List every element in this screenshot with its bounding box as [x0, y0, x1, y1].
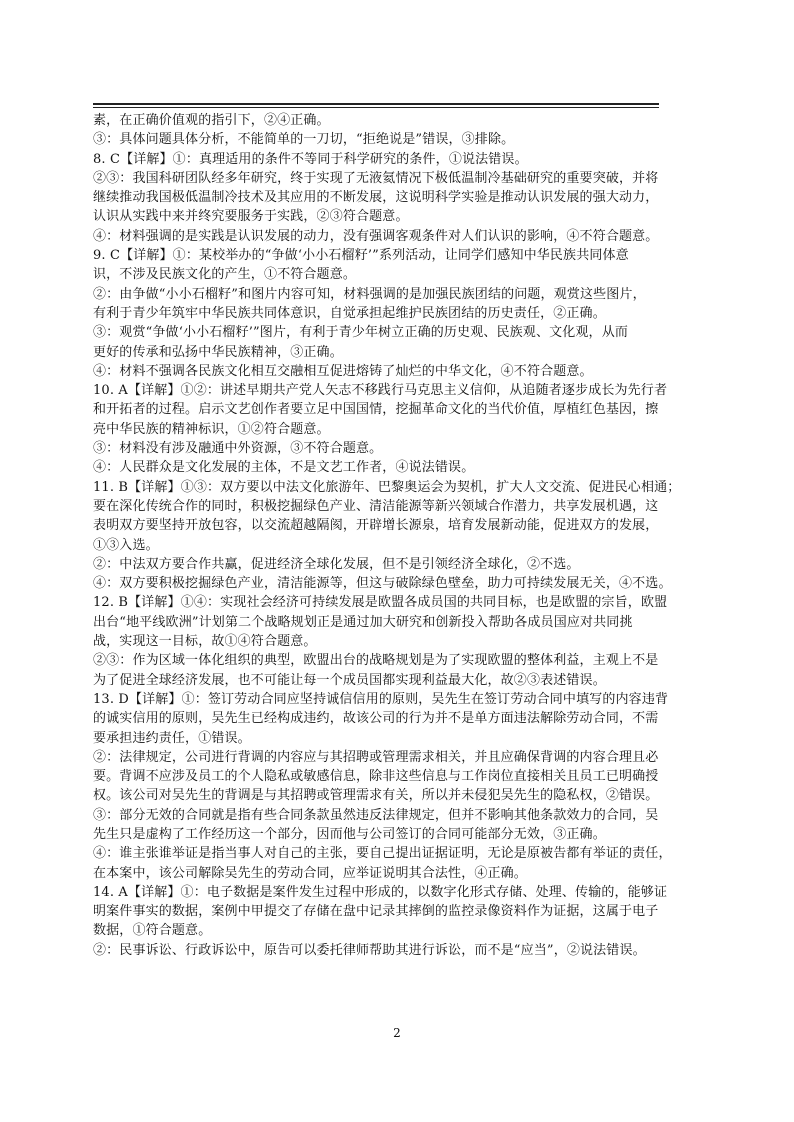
text-line: 先生只是虚构了工作经历这一个部分，因而他与公司签订的合同可能部分无效，③正确。 [93, 826, 606, 842]
header-rule-thick [93, 103, 659, 105]
text-line: ④：谁主张谁举证是指当事人对自己的主张，要自己提出证据证明，无论是原被告都有举证的责任， [93, 846, 672, 862]
text-line: 素，在正确价值观的指引下，②④正确。 [93, 113, 330, 128]
text-line: 11. B【详解】①③：双方要以中法文化旅游年、巴黎奥运会为契机，扩大人文交流、促进民心相通； [93, 479, 681, 495]
text-line: ③：部分无效的合同就是指有些合同条款虽然违反法律规定，但并不影响其他条款效力的合同，吴 [93, 807, 659, 823]
text-line: 更好的传承和弘扬中华民族精神，③正确。 [93, 344, 343, 360]
text-line: 和开拓者的过程。启示文艺创作者要立足中国国情，挖掘革命文化的当代价值，厚植红色基因，擦 [93, 402, 659, 418]
header-rule-thin [93, 107, 659, 108]
text-line: 亮中华民族的精神标识，①②符合题意。 [93, 421, 330, 437]
text-line: ④：材料不强调各民族文化相互交融相互促进熔铸了灿烂的中华文化，④不符合题意。 [93, 363, 593, 379]
text-line: ④：双方要积极挖掘绿色产业，清洁能源等，但这与破除绿色壁垒，助力可持续发展无关，④不选。 [93, 576, 672, 592]
text-line: 继续推动我国极低温制冷技术及其应用的不断发展，这说明科学实验是推动认识发展的强大动力， [93, 190, 659, 206]
text-line: 识，不涉及民族文化的产生，①不符合题意。 [93, 267, 357, 283]
text-line: ②③：我国科研团队经多年研究，终于实现了无液氦情况下极低温制冷基础研究的重要突破，并将 [93, 170, 659, 186]
text-line: 13. D【详解】①：签订劳动合同应坚持诚信信用的原则，吴先生在签订劳动合同中填写的内容违背 [93, 691, 669, 707]
text-line: ②：法律规定，公司进行背调的内容应与其招聘或管理需求相关，并且应确保背调的内容合理且必 [93, 749, 659, 765]
text-line: 权。该公司对吴先生的背调是与其招聘或管理需求有关，所以并未侵犯吴先生的隐私权，②错误。 [93, 788, 659, 804]
text-line: 认识从实践中来并终究要服务于实践，②③符合题意。 [93, 209, 409, 225]
text-line: ④：人民群众是文化发展的主体，不是文艺工作者，④说法错误。 [93, 460, 475, 476]
text-line: 的诚实信用的原则，吴先生已经构成违约，故该公司的行为并不是单方面违法解除劳动合同，不需 [93, 711, 659, 727]
answer-explanations [93, 111, 705, 960]
text-line: 要承担违约责任，①错误。 [93, 730, 251, 746]
text-line: 9. C【详解】①：某校举办的“争做‘小小石榴籽’”系列活动，让同学们感知中华民族共同体意 [93, 248, 629, 264]
text-line: 14. A【详解】①：电子数据是案件发生过程中形成的，以数字化形式存储、处理、传输的，能够证 [93, 884, 668, 900]
text-line: 在本案中，该公司解除吴先生的劳动合同，应举证说明其合法性，④正确。 [93, 865, 527, 881]
text-line: 8. C【详解】①：真理适用的条件不等同于科学研究的条件，①说法错误。 [93, 151, 528, 167]
text-line: 数据，①符合题意。 [93, 923, 212, 939]
text-line: 有利于青少年筑牢中华民族共同体意识，自觉承担起维护民族团结的历史责任，②正确。 [93, 305, 606, 321]
text-line: 为了促进全球经济发展，也不可能让每一个成员国都实现利益最大化，故②③表述错误。 [93, 672, 606, 688]
text-line: 要。背调不应涉及员工的个人隐私或敏感信息，除非这些信息与工作岗位直接相关且员工已明确授 [93, 769, 659, 785]
text-line: ①③入选。 [93, 537, 159, 553]
text-line: ②：由争做“小小石榴籽”和图片内容可知，材料强调的是加强民族团结的问题，观赏这些图片， [93, 286, 646, 302]
text-line: ②：民事诉讼、行政诉讼中，原告可以委托律师帮助其进行诉讼，而不是“应当”，②说法错误。 [93, 942, 646, 958]
text-line: 要在深化传统合作的同时，积极挖掘绿色产业、清洁能源等新兴领域合作潜力，共享发展机遇，这 [93, 498, 659, 514]
text-line: 明案件事实的数据，案例中甲提交了存储在盘中记录其摔倒的监控录像资料作为证据，这属于电子 [93, 904, 659, 920]
text-line: ④：材料强调的是实践是认识发展的动力，没有强调客观条件对人们认识的影响，④不符合题意。 [93, 228, 659, 244]
text-line: 出台“地平线欧洲”计划第二个战略规划正是通过加大研究和创新投入帮助各成员国应对共同挑 [93, 614, 633, 630]
page-number: 2 [393, 1026, 401, 1040]
text-line: 12. B【详解】①④：实现社会经济可持续发展是欧盟各成员国的共同目标，也是欧盟的宗旨，欧盟 [93, 595, 668, 611]
text-line: 表明双方要坚持开放包容，以交流超越隔阂，开辟增长源泉，培育发展新动能，促进双方的发展， [93, 518, 659, 534]
text-line: ②：中法双方要合作共赢，促进经济全球化发展，但不是引领经济全球化，②不选。 [93, 556, 580, 572]
text-line: ③：具体问题具体分析，不能简单的一刀切，“拒绝说是”错误，③排除。 [93, 132, 515, 148]
text-line: ②③：作为区域一体化组织的典型，欧盟出台的战略规划是为了实现欧盟的整体利益，主观上不是 [93, 653, 659, 669]
text-line: 战，实现这一目标，故①④符合题意。 [93, 634, 317, 650]
text-line: ③：观赏“争做‘小小石榴籽’”图片，有利于青少年树立正确的历史观、民族观、文化观，从而 [93, 325, 629, 341]
text-line: 10. A【详解】①②：讲述早期共产党人矢志不移践行马克思主义信仰，从追随者逐步成长为先行者 [93, 383, 668, 399]
text-line: ③：材料没有涉及融通中外资源，③不符合题意。 [93, 441, 383, 457]
